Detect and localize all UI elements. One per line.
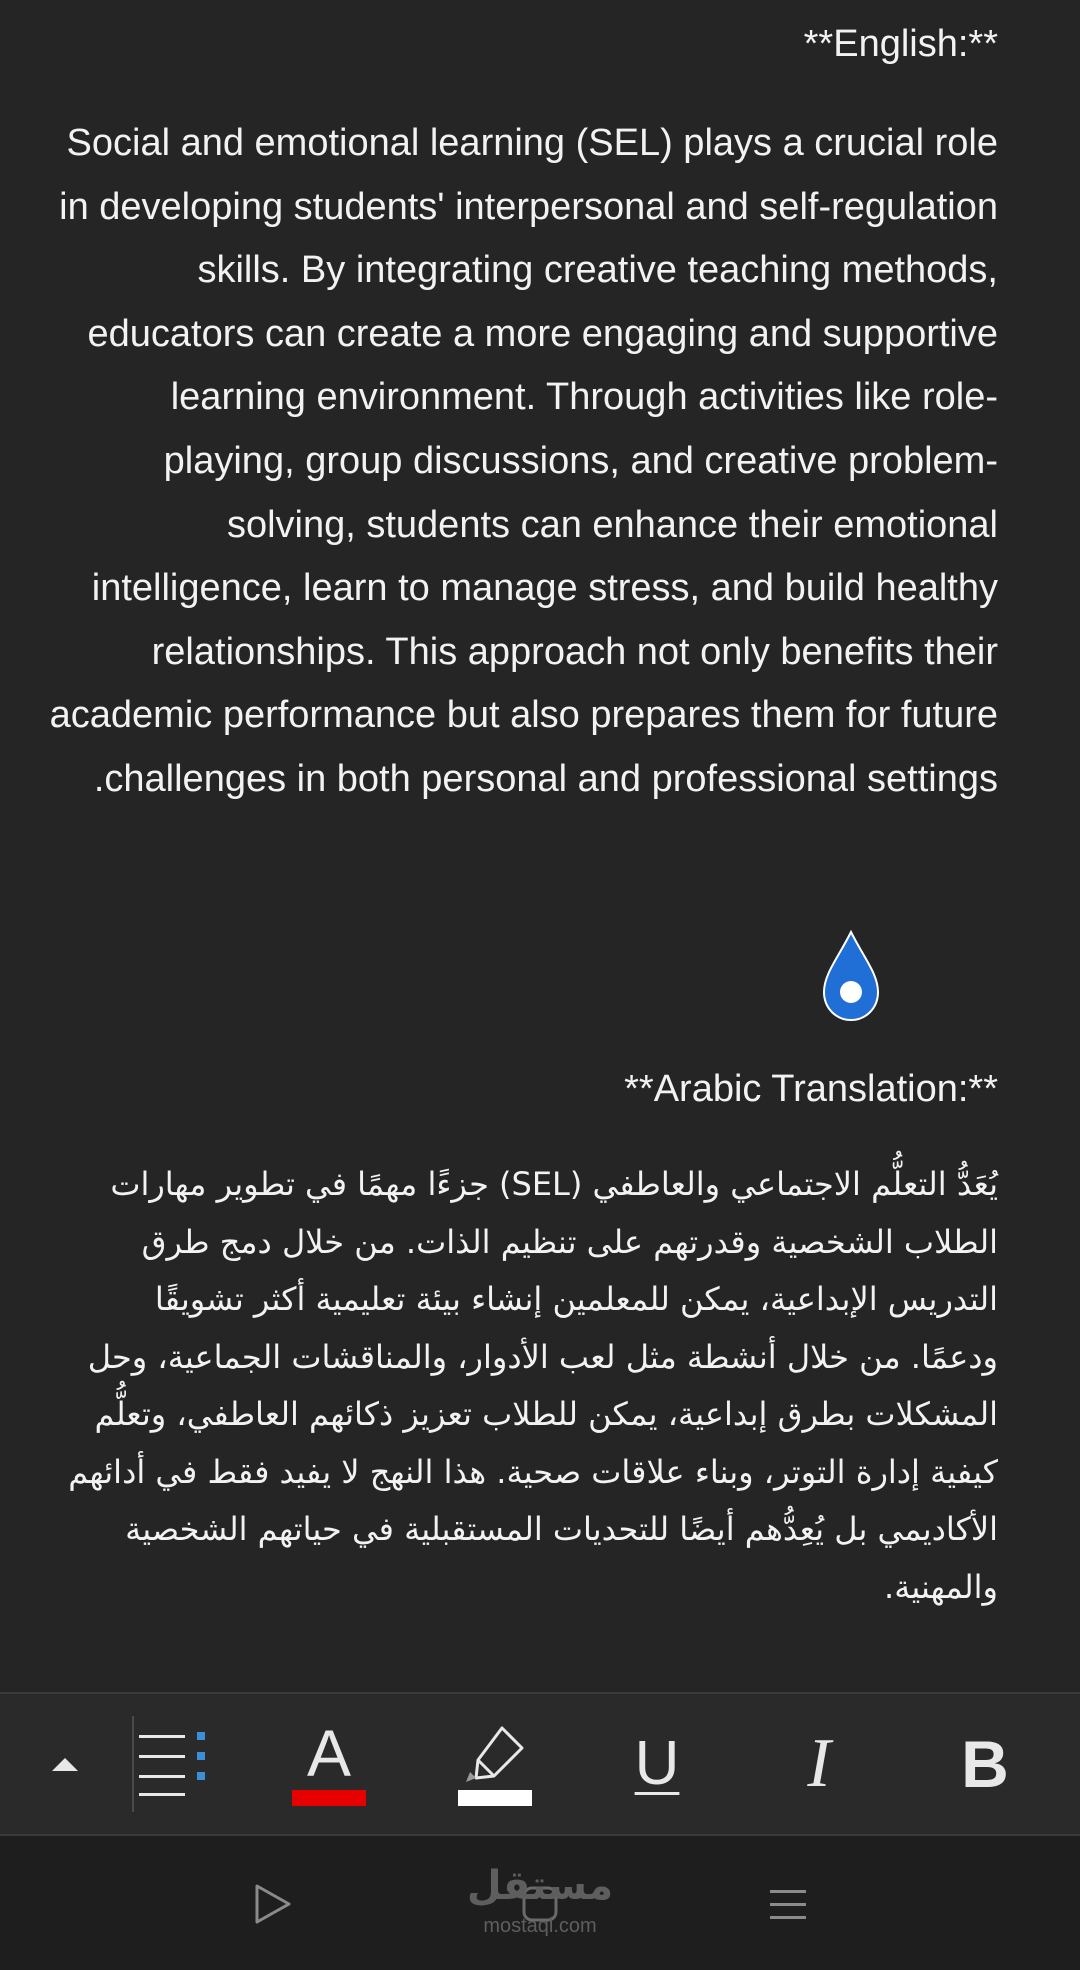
arabic-heading: **:Arabic Translation** (624, 1068, 998, 1110)
font-color-icon (292, 1716, 366, 1812)
format-toolbar (0, 1692, 1080, 1836)
recents-nav-button[interactable] (748, 1866, 828, 1942)
english-heading: **:English** (803, 23, 998, 65)
list-format-button[interactable] (128, 1694, 218, 1834)
font-color-swatch (292, 1790, 366, 1806)
highlight-button[interactable] (450, 1694, 540, 1834)
expand-toolbar-button[interactable] (30, 1694, 100, 1834)
english-paragraph: Social and emotional learning (SEL) plays a crucial role in developing students' interpersonal and self-regulation skills. By integrating creative teaching methods, educators can create a more engaging and supportive learning environment. Through activities like role-playing, group discussions, and creative problem-solving, students can enhance their emotional intelligence, learn to manage stress, and build healthy relationships. This approach not only benefits their academic performance but also prepares them for future challenges in both personal and professional settings. (49, 122, 998, 800)
text-cursor-handle-icon[interactable] (820, 928, 882, 1024)
watermark (440, 1858, 640, 1950)
italic-icon: I (807, 1725, 831, 1802)
arabic-paragraph: يُعَدُّ التعلُّم الاجتماعي والعاطفي (SEL) جزءًا مهمًا في تطوير مهارات الطلاب الشخصية وقدرتهم على تنظيم الذات. من خلال دمج طرق التدريس الإبداعية، يمكن للمعلمين إنشاء بيئة تعليمية أكثر تشويقًا ودعمًا. من خلال أنشطة مثل لعب الأدوار، والمناقشات الجماعية، وحل المشكلات بطرق إبداعية، يمكن للطلاب تعزيز ذكائهم العاطفي، وتعلُّم كيفية إدارة التوتر، وبناء علاقات صحية. هذا النهج لا يفيد فقط في أدائهم الأكاديمي بل يُعِدُّهم أيضًا للتحديات المستقبلية في حياتهم الشخصية والمهنية. (68, 1165, 998, 1606)
highlighter-icon (458, 1716, 532, 1812)
underline-button[interactable] (612, 1694, 702, 1834)
underline-icon: U (634, 1729, 680, 1798)
system-nav-bar (0, 1836, 1080, 1970)
play-icon (251, 1882, 295, 1926)
expand-up-icon (50, 1755, 80, 1773)
menu-icon (766, 1882, 810, 1926)
font-color-button[interactable] (284, 1694, 374, 1834)
highlight-color-swatch (458, 1790, 532, 1806)
font-color-letter: A (306, 1716, 352, 1790)
watermark-arabic: مستقل (466, 1863, 614, 1909)
back-nav-button[interactable] (233, 1866, 313, 1942)
bold-button[interactable] (940, 1694, 1030, 1834)
italic-button[interactable] (774, 1694, 864, 1834)
list-format-icon (137, 1727, 209, 1801)
bold-icon: B (961, 1727, 1009, 1801)
watermark-latin: mostaql.com (483, 1915, 597, 1937)
